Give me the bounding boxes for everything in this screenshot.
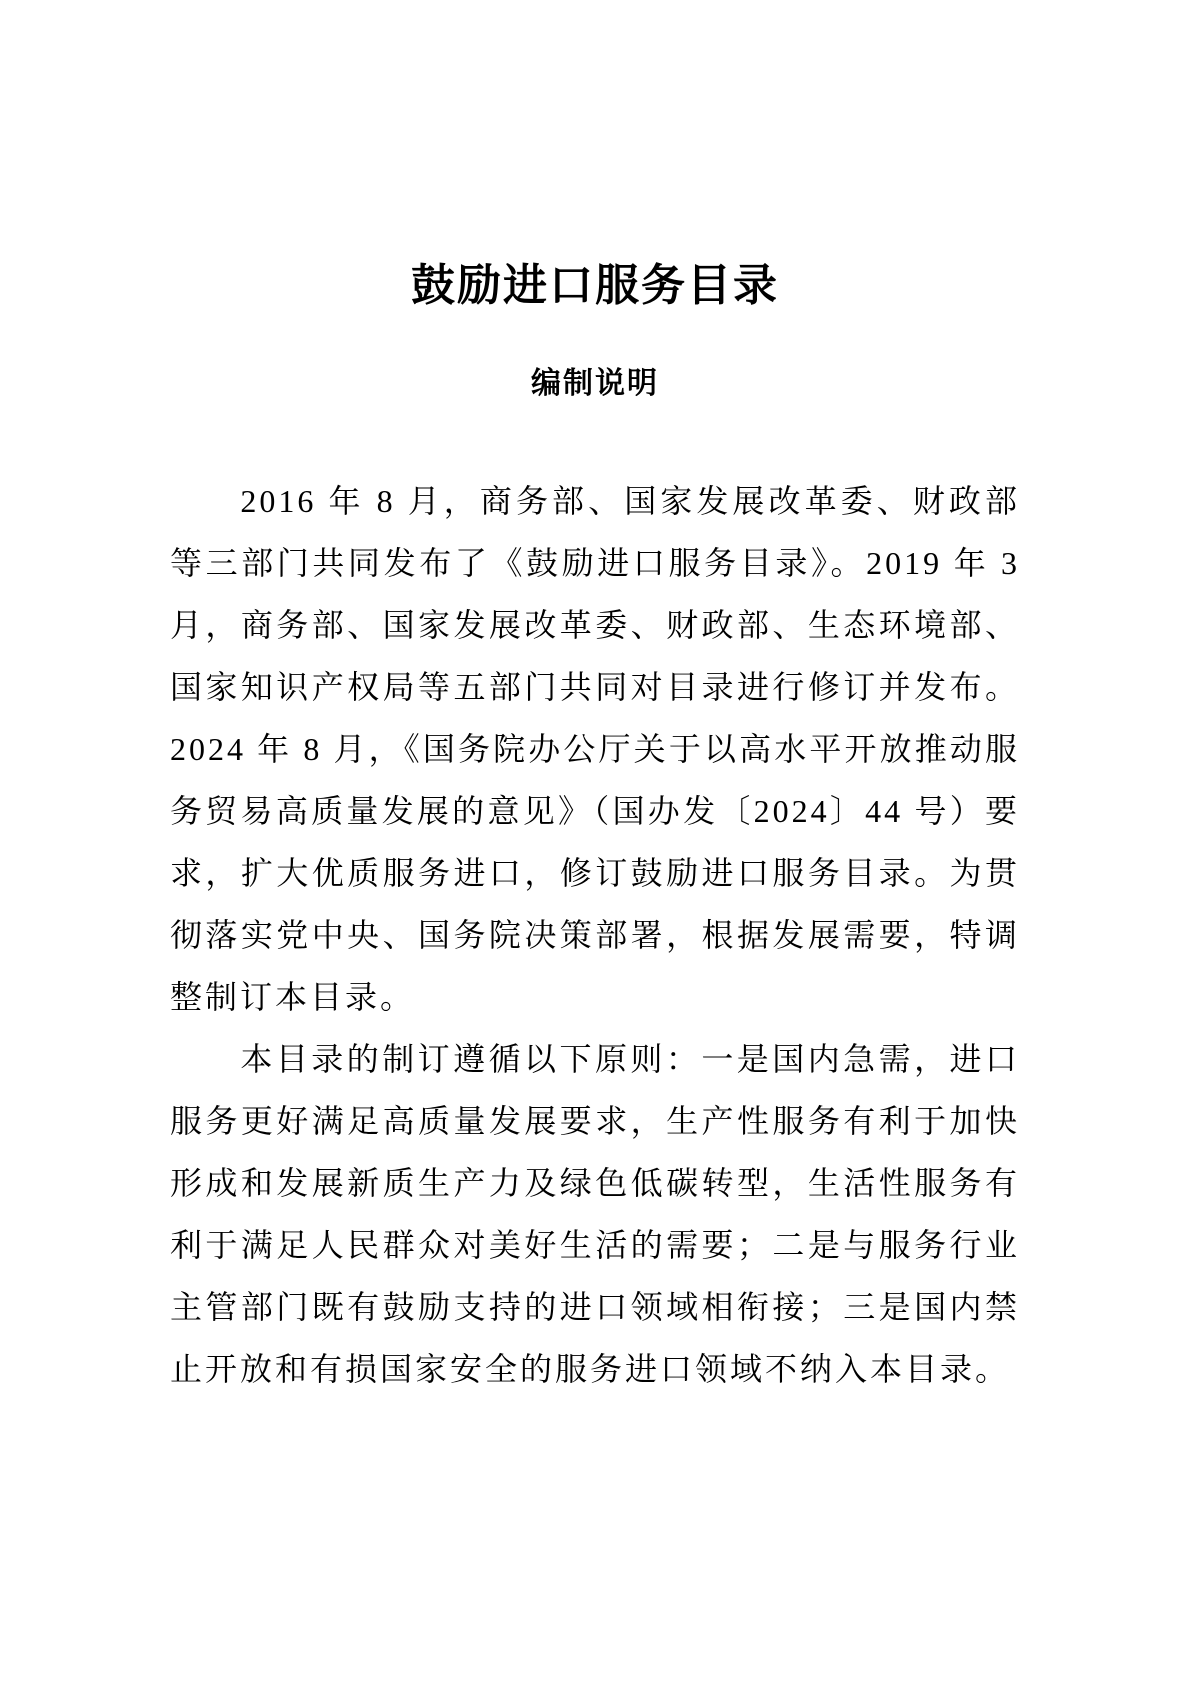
document-subtitle: 编制说明 [531, 367, 659, 401]
document-title: 鼓励进口服务目录 [411, 261, 779, 310]
paragraph-history: 2016 年 8 月，商务部、国家发展改革委、财政部等三部门共同发布了《鼓励进口服务目录》。2019 年 3 月，商务部、国家发展改革委、财政部、生态环境部、国家知识产权局等五部门共同对目录进行修订并发布。2024 年 8 月，《国务院办公厅关于以高水平开放推动服务贸易高质量发展的意见》（国办发〔2024〕44 号）要求，扩大优质服务进口，修订鼓励进口服务目录。为贯彻落实党中央、国务院决策部署，根据发展需要，特调整制订本目录。 [170, 483, 1020, 1016]
paragraph-principles: 本目录的制订遵循以下原则：一是国内急需，进口服务更好满足高质量发展要求，生产性服务有利于加快形成和发展新质生产力及绿色低碳转型，生活性服务有利于满足人民群众对美好生活的需要；二是与服务行业主管部门既有鼓励支持的进口领域相衔接；三是国内禁止开放和有损国家安全的服务进口领域不纳入本目录。 [170, 1041, 1020, 1388]
document-body [170, 470, 1020, 1400]
